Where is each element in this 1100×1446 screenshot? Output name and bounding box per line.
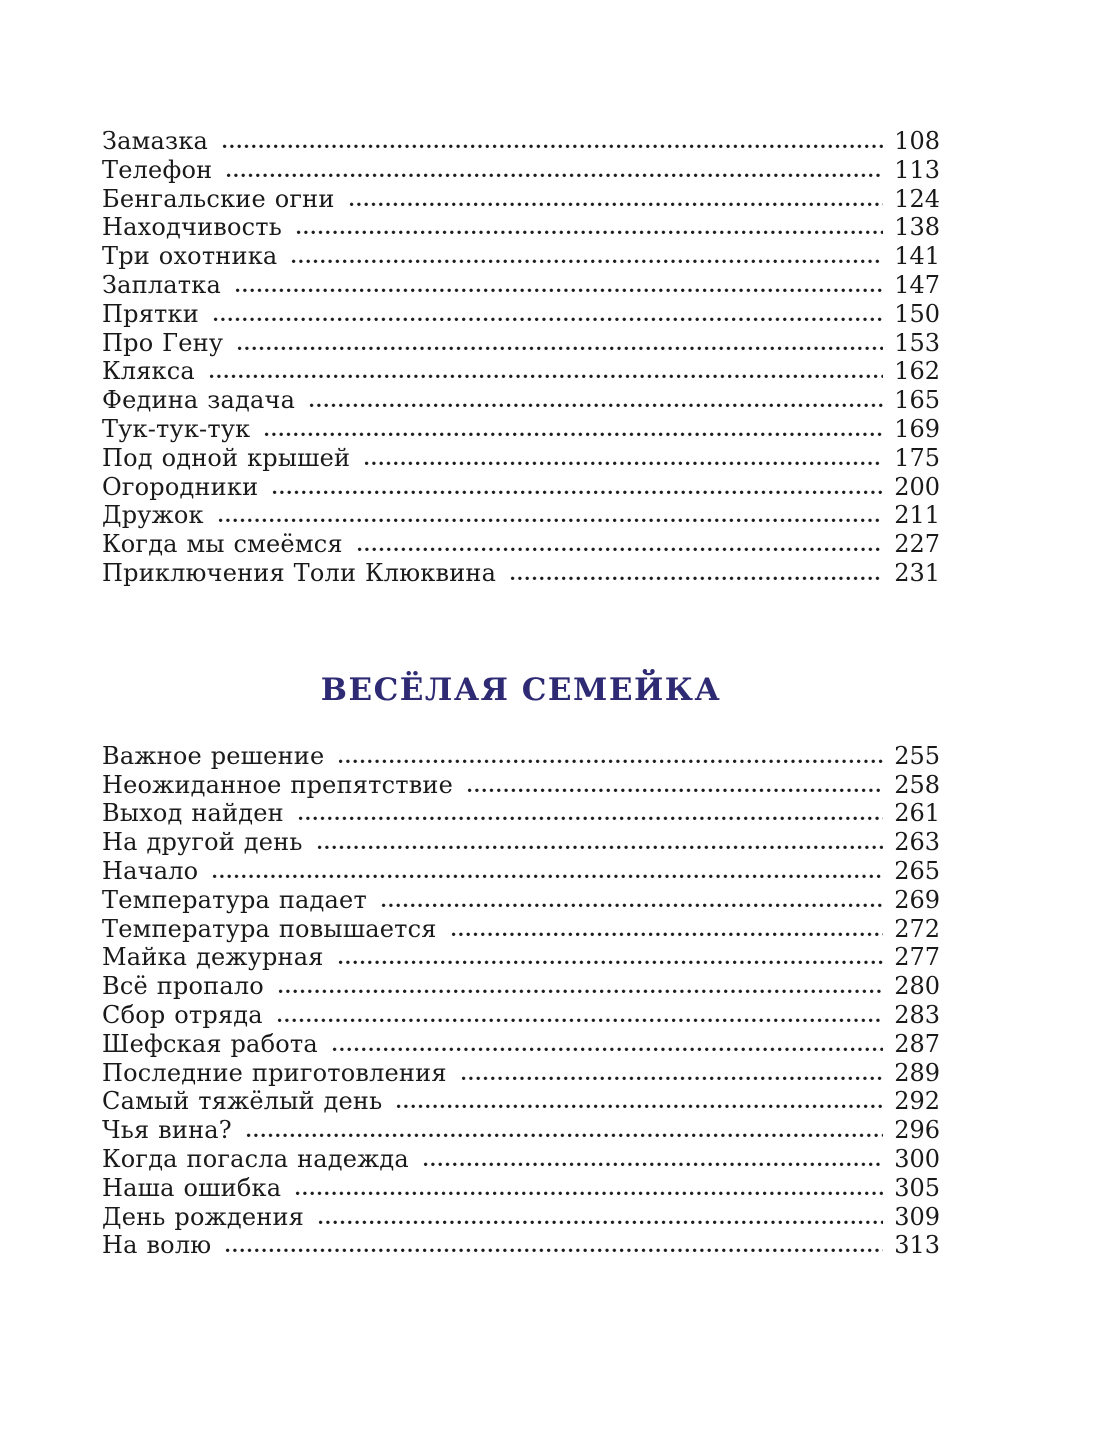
toc-entry [102, 1203, 940, 1232]
toc-entry [102, 156, 940, 185]
entry-title: Важное решение [102, 741, 325, 770]
toc-entry [102, 444, 940, 473]
dot-leader [422, 1160, 883, 1167]
entry-page-number: 200 [894, 472, 940, 501]
dot-leader [460, 1074, 883, 1081]
toc-entry [102, 857, 940, 886]
dot-leader [466, 786, 883, 793]
toc-entry [102, 943, 940, 972]
dot-leader [316, 843, 883, 850]
toc-entry [102, 972, 940, 1001]
entry-title: Прятки [102, 299, 199, 328]
entry-title: Бенгальские огни [102, 184, 335, 213]
entry-list [102, 127, 940, 588]
entry-title: День рождения [102, 1202, 305, 1231]
dot-leader [276, 1016, 883, 1023]
dot-leader [221, 142, 883, 149]
entry-page-number: 175 [894, 443, 940, 472]
entry-page-number: 313 [894, 1231, 940, 1260]
entry-page-number: 292 [894, 1087, 940, 1116]
dot-leader [211, 872, 883, 879]
entry-page-number: 265 [894, 856, 940, 885]
entry-title: Когда погасла надежда [102, 1144, 409, 1173]
toc-entry [102, 799, 940, 828]
toc-entry [102, 828, 940, 857]
entry-title: Дружок [102, 501, 204, 530]
dot-leader [337, 958, 883, 965]
dot-leader [297, 814, 883, 821]
entry-page-number: 300 [894, 1144, 940, 1173]
dot-leader [234, 286, 883, 293]
entry-title: Огородники [102, 472, 259, 501]
dot-leader [271, 488, 883, 495]
toc-entry [102, 530, 940, 559]
entry-page-number: 227 [894, 530, 940, 559]
table-of-contents [102, 0, 940, 1260]
entry-page-number: 211 [894, 501, 940, 530]
toc-entry [102, 1116, 940, 1145]
dot-leader [348, 200, 883, 207]
toc-entry [102, 357, 940, 386]
entry-title: Температура повышается [102, 914, 437, 943]
toc-entry [102, 771, 940, 800]
entry-page-number: 263 [894, 828, 940, 857]
entry-page-number: 138 [894, 213, 940, 242]
entry-page-number: 150 [894, 299, 940, 328]
entry-title: Про Гену [102, 328, 224, 357]
dot-leader [217, 516, 883, 523]
toc-entry [102, 386, 940, 415]
entry-page-number: 305 [894, 1173, 940, 1202]
entry-title: Наша ошибка [102, 1173, 282, 1202]
dot-leader [208, 372, 883, 379]
dot-leader [294, 1189, 883, 1196]
toc-entry [102, 300, 940, 329]
dot-leader [263, 430, 883, 437]
entry-page-number: 269 [894, 885, 940, 914]
toc-entry [102, 559, 940, 588]
entry-page-number: 255 [894, 741, 940, 770]
entry-title: Майка дежурная [102, 943, 324, 972]
entry-title: Заплатка [102, 270, 221, 299]
toc-entry [102, 1087, 940, 1116]
dot-leader [509, 574, 883, 581]
entry-title: Самый тяжёлый день [102, 1087, 383, 1116]
dot-leader [224, 1246, 883, 1253]
entry-title: На другой день [102, 828, 303, 857]
toc-entry [102, 1145, 940, 1174]
toc-entry [102, 1001, 940, 1030]
entry-page-number: 231 [894, 558, 940, 587]
toc-entry [102, 1231, 940, 1260]
dot-leader [308, 401, 883, 408]
entry-title: Сбор отряда [102, 1000, 263, 1029]
dot-leader [331, 1045, 883, 1052]
dot-leader [277, 987, 883, 994]
entry-title: Тук-тук-тук [102, 414, 251, 443]
entry-page-number: 309 [894, 1202, 940, 1231]
dot-leader [395, 1102, 883, 1109]
entry-title: Федина задача [102, 386, 296, 415]
entry-title: Чья вина? [102, 1116, 232, 1145]
entry-page-number: 165 [894, 386, 940, 415]
entry-title: Три охотника [102, 242, 278, 271]
toc-entry [102, 1059, 940, 1088]
entry-page-number: 147 [894, 270, 940, 299]
toc-entry [102, 271, 940, 300]
entry-title: Последние приготовления [102, 1058, 447, 1087]
entry-page-number: 153 [894, 328, 940, 357]
section-heading: ВЕСЁЛАЯ СЕМЕЙКА [320, 671, 722, 708]
toc-entry [102, 1174, 940, 1203]
entry-title: Выход найден [102, 799, 284, 828]
toc-entry [102, 1030, 940, 1059]
dot-leader [356, 545, 883, 552]
entry-title: Температура падает [102, 885, 367, 914]
toc-entry [102, 242, 940, 271]
dot-leader [245, 1131, 883, 1138]
dot-leader [295, 228, 883, 235]
toc-section [102, 672, 940, 1260]
toc-entry [102, 501, 940, 530]
entry-page-number: 287 [894, 1029, 940, 1058]
entry-page-number: 258 [894, 770, 940, 799]
toc-entry [102, 886, 940, 915]
entry-page-number: 272 [894, 914, 940, 943]
entry-title: Неожиданное препятствие [102, 770, 454, 799]
entry-page-number: 141 [894, 242, 940, 271]
toc-section [102, 127, 940, 588]
dot-leader [337, 757, 883, 764]
toc-entry [102, 185, 940, 214]
toc-entry [102, 915, 940, 944]
entry-page-number: 289 [894, 1058, 940, 1087]
toc-entry [102, 329, 940, 358]
entry-title: Замазка [102, 127, 209, 155]
entry-page-number: 283 [894, 1000, 940, 1029]
dot-leader [236, 344, 883, 351]
entry-page-number: 162 [894, 357, 940, 386]
entry-title: Когда мы смеёмся [102, 530, 343, 559]
dot-leader [317, 1218, 883, 1225]
toc-entry [102, 213, 940, 242]
entry-page-number: 113 [894, 155, 940, 184]
entry-page-number: 124 [894, 184, 940, 213]
entry-title: Всё пропало [102, 972, 264, 1001]
entry-page-number: 280 [894, 972, 940, 1001]
entry-title: Приключения Толи Клюквина [102, 558, 497, 587]
entry-page-number: 261 [894, 799, 940, 828]
entry-title: Под одной крышей [102, 443, 351, 472]
entry-page-number: 277 [894, 943, 940, 972]
toc-entry [102, 473, 940, 502]
dot-leader [450, 930, 883, 937]
entry-title: Находчивость [102, 213, 283, 242]
entry-list [102, 742, 940, 1260]
toc-entry [102, 127, 940, 156]
dot-leader [380, 901, 883, 908]
entry-title: На волю [102, 1231, 212, 1260]
entry-title: Телефон [102, 155, 213, 184]
dot-leader [290, 257, 883, 264]
toc-entry [102, 742, 940, 771]
entry-page-number: 108 [894, 127, 940, 155]
entry-title: Шефская работа [102, 1029, 318, 1058]
dot-leader [225, 171, 883, 178]
toc-entry [102, 415, 940, 444]
entry-page-number: 169 [894, 414, 940, 443]
dot-leader [363, 459, 883, 466]
entry-title: Клякса [102, 357, 195, 386]
entry-page-number: 296 [894, 1116, 940, 1145]
dot-leader [212, 315, 883, 322]
entry-title: Начало [102, 856, 199, 885]
